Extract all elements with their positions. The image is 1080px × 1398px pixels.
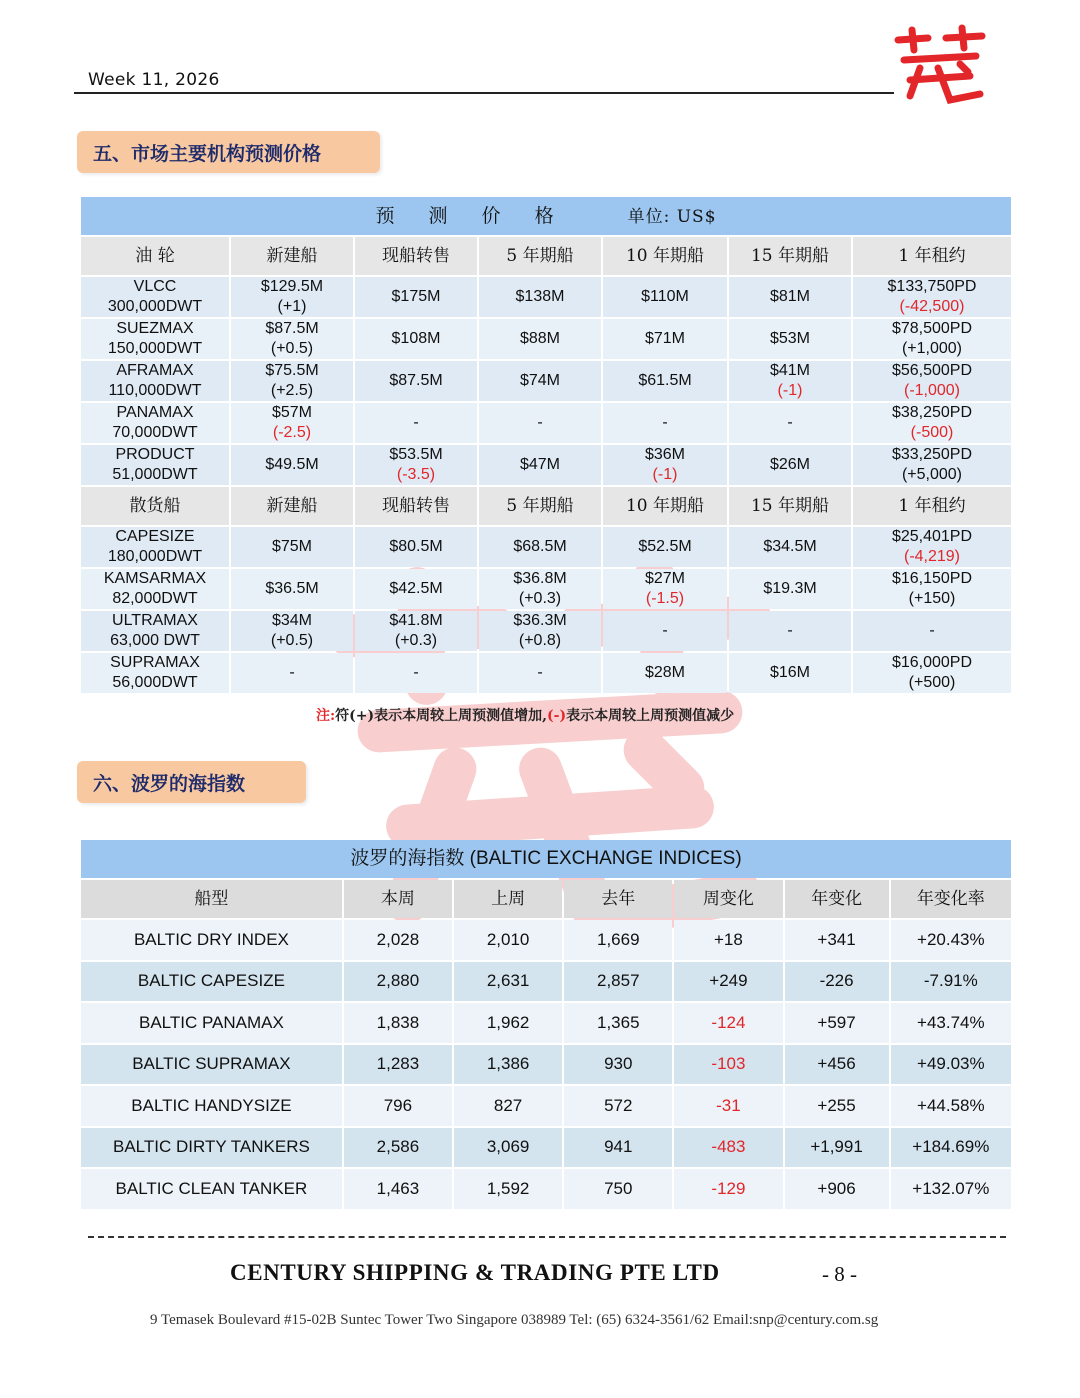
cell-line: (+500) [908, 674, 956, 691]
cell-line: $129.5M [260, 278, 324, 295]
cell-line: $41.8M [389, 612, 443, 629]
cell-line: PRODUCT [115, 446, 195, 463]
cell-line: $36.5M [265, 580, 319, 597]
table-cell: BALTIC SUPRAMAX [81, 1045, 342, 1085]
cell-line: (+0.5) [270, 632, 314, 649]
cell-line: 63,000 DWT [110, 632, 200, 649]
column-header: 10 年期船 [603, 487, 727, 525]
column-header: 上周 [454, 880, 562, 918]
table-cell: 2,857 [564, 962, 672, 1002]
cell-line: 180,000DWT [107, 548, 203, 565]
cell-line: (+0.3) [518, 590, 562, 607]
cell-line: PANAMAX [116, 404, 194, 421]
baltic-table [79, 838, 1013, 1211]
cell-line: (-42,500) [899, 298, 965, 315]
cell-line: (+0.3) [394, 632, 438, 649]
table-row [81, 445, 1011, 485]
table-cell: +456 [785, 1045, 889, 1085]
table-cell [603, 403, 727, 443]
table-cell: -226 [785, 962, 889, 1002]
cell-line: - [662, 414, 668, 431]
cell-line: $33,250PD [891, 446, 973, 463]
table-cell [853, 445, 1011, 485]
column-header: 年变化 [785, 880, 889, 918]
table-row [81, 962, 1011, 1002]
cell-line: $34M [271, 612, 313, 629]
table-cell: BALTIC CLEAN TANKER [81, 1169, 342, 1209]
header-rule [74, 92, 894, 94]
table-cell [729, 569, 851, 609]
cell-line: $87.5M [265, 320, 319, 337]
table-cell: 1,463 [344, 1169, 452, 1209]
table-cell: +249 [674, 962, 782, 1002]
table-row [81, 1086, 1011, 1126]
table-row [81, 1003, 1011, 1043]
cell-line: - [289, 664, 295, 681]
table-cell [81, 653, 229, 693]
table-cell [231, 445, 353, 485]
page-number: - 8 - [822, 1262, 857, 1286]
column-header: 船型 [81, 880, 342, 918]
footer-divider [88, 1236, 1006, 1238]
table-cell: BALTIC HANDYSIZE [81, 1086, 342, 1126]
table-cell: 1,365 [564, 1003, 672, 1043]
column-header: 去年 [564, 880, 672, 918]
table-cell [81, 403, 229, 443]
table-header-row [81, 237, 1011, 275]
table-cell [479, 277, 601, 317]
table-cell [603, 527, 727, 567]
cell-line: $110M [641, 288, 689, 305]
table-cell [81, 361, 229, 401]
table-cell [603, 319, 727, 359]
table-cell: 1,283 [344, 1045, 452, 1085]
table-cell [729, 653, 851, 693]
table-cell: +1,991 [785, 1128, 889, 1168]
table-cell: 2,010 [454, 920, 562, 960]
table-cell: 2,586 [344, 1128, 452, 1168]
week-label: Week 11, 2026 [88, 70, 220, 90]
table-cell [603, 653, 727, 693]
forecast-table [79, 195, 1013, 695]
column-header: 10 年期船 [603, 237, 727, 275]
note-minus-sign: (-) [547, 708, 567, 724]
forecast-table-body [81, 197, 1011, 693]
table-cell: 1,386 [454, 1045, 562, 1085]
table-cell: +597 [785, 1003, 889, 1043]
table-cell [81, 611, 229, 651]
table-cell [603, 361, 727, 401]
cell-line: $57M [271, 404, 313, 421]
column-header: 5 年期船 [479, 487, 601, 525]
cell-line: $26M [769, 456, 811, 473]
column-header: 现船转售 [355, 487, 477, 525]
cell-line: AFRAMAX [116, 362, 194, 379]
table-cell [231, 319, 353, 359]
table-cell [81, 277, 229, 317]
table-cell [729, 527, 851, 567]
cell-line: (+5,000) [901, 466, 963, 483]
table-cell [81, 569, 229, 609]
cell-line: $47M [519, 456, 561, 473]
column-header: 1 年租约 [853, 237, 1011, 275]
table-cell [355, 527, 477, 567]
table-cell [231, 611, 353, 651]
table-cell [479, 653, 601, 693]
table-cell [853, 611, 1011, 651]
column-header: 5 年期船 [479, 237, 601, 275]
table-cell: -129 [674, 1169, 782, 1209]
table-cell [729, 277, 851, 317]
cell-line: (-2.5) [272, 424, 312, 441]
cell-line: - [662, 622, 668, 639]
cell-line: $41M [769, 362, 811, 379]
cell-line: $42.5M [389, 580, 443, 597]
column-header: 新建船 [231, 237, 353, 275]
table-row [81, 569, 1011, 609]
company-address: 9 Temasek Boulevard #15-02B Suntec Tower Two Singapore 038989 Tel: (65) 6324-3561/62 Email:snp@century.com.sg [150, 1312, 879, 1328]
table-cell [853, 527, 1011, 567]
cell-line: (-500) [910, 424, 954, 441]
forecast-table-title [81, 197, 1011, 235]
table-cell [231, 361, 353, 401]
column-header: 油 轮 [81, 237, 229, 275]
table-cell [479, 527, 601, 567]
table-cell: BALTIC DIRTY TANKERS [81, 1128, 342, 1168]
cell-line: $36M [644, 446, 686, 463]
table-cell: +43.74% [891, 1003, 1011, 1043]
table-row [81, 319, 1011, 359]
cell-line: $16,000PD [891, 654, 973, 671]
cell-line: 70,000DWT [112, 424, 198, 441]
table-cell: BALTIC DRY INDEX [81, 920, 342, 960]
table-cell [355, 319, 477, 359]
table-cell: 2,880 [344, 962, 452, 1002]
cell-line: ULTRAMAX [112, 612, 198, 629]
cell-line: CAPESIZE [115, 528, 195, 545]
cell-line: (-1.5) [645, 590, 685, 607]
table-cell: 2,028 [344, 920, 452, 960]
column-header: 本周 [344, 880, 452, 918]
cell-line: (+150) [908, 590, 956, 607]
table-cell [603, 611, 727, 651]
cell-line: $28M [644, 664, 686, 681]
cell-line: KAMSARMAX [103, 570, 207, 587]
cell-line: (-1) [777, 382, 803, 399]
table-cell: -31 [674, 1086, 782, 1126]
cell-line: (+0.5) [270, 340, 314, 357]
table-cell [231, 569, 353, 609]
column-header: 现船转售 [355, 237, 477, 275]
cell-line: $75.5M [265, 362, 319, 379]
table-row [81, 653, 1011, 693]
table-cell: 1,669 [564, 920, 672, 960]
table-cell: -7.91% [891, 962, 1011, 1002]
cell-line: 300,000DWT [107, 298, 203, 315]
forecast-unit-text: 单位: US$ [627, 206, 717, 227]
table-cell: 1,838 [344, 1003, 452, 1043]
table-cell [853, 403, 1011, 443]
table-cell [355, 569, 477, 609]
table-row [81, 1045, 1011, 1085]
cell-line: $53M [769, 330, 811, 347]
table-cell: 1,962 [454, 1003, 562, 1043]
cell-line: 82,000DWT [112, 590, 198, 607]
table-cell: 1,592 [454, 1169, 562, 1209]
table-cell [853, 319, 1011, 359]
cell-line: $16M [769, 664, 811, 681]
table-cell: BALTIC PANAMAX [81, 1003, 342, 1043]
table-row [81, 920, 1011, 960]
cell-line: $56,500PD [891, 362, 973, 379]
century-logo-icon [890, 24, 990, 104]
table-cell [231, 403, 353, 443]
table-row [81, 403, 1011, 443]
company-name: CENTURY SHIPPING & TRADING PTE LTD [230, 1260, 720, 1285]
table-cell [729, 611, 851, 651]
table-cell [479, 569, 601, 609]
table-cell [479, 361, 601, 401]
forecast-title-text: 预 测 价 格 [375, 204, 568, 227]
table-cell [231, 527, 353, 567]
cell-line: $34.5M [763, 538, 817, 555]
table-row [81, 1169, 1011, 1209]
table-cell [729, 403, 851, 443]
table-cell [479, 319, 601, 359]
cell-line: $81M [769, 288, 811, 305]
table-cell [729, 361, 851, 401]
cell-line: $52.5M [638, 538, 692, 555]
cell-line: $61.5M [638, 372, 692, 389]
cell-line: - [929, 622, 935, 639]
cell-line: - [413, 664, 419, 681]
column-header: 年变化率 [891, 880, 1011, 918]
table-cell [479, 403, 601, 443]
table-cell [853, 277, 1011, 317]
table-cell [603, 445, 727, 485]
cell-line: SUPRAMAX [110, 654, 200, 671]
column-header: 周变化 [674, 880, 782, 918]
column-header: 15 年期船 [729, 487, 851, 525]
cell-line: SUEZMAX [116, 320, 194, 337]
cell-line: $88M [519, 330, 561, 347]
baltic-table-title: 波罗的海指数 (BALTIC EXCHANGE INDICES) [81, 840, 1011, 878]
cell-line: $133,750PD [887, 278, 977, 295]
table-cell: 3,069 [454, 1128, 562, 1168]
cell-line: (-3.5) [396, 466, 436, 483]
table-cell [853, 569, 1011, 609]
cell-line: $53.5M [389, 446, 443, 463]
cell-line: - [413, 414, 419, 431]
column-header: 散货船 [81, 487, 229, 525]
table-cell: +184.69% [891, 1128, 1011, 1168]
cell-line: 110,000DWT [108, 382, 202, 399]
table-cell [479, 611, 601, 651]
table-row [81, 611, 1011, 651]
section-title-forecast: 五、市场主要机构预测价格 [77, 131, 380, 173]
table-cell: 941 [564, 1128, 672, 1168]
cell-line: 51,000DWT [112, 466, 198, 483]
note-plus-text: 符(+)表示本周较上周预测值增加, [335, 708, 548, 724]
table-cell [853, 361, 1011, 401]
table-cell: 572 [564, 1086, 672, 1126]
cell-line: $78,500PD [891, 320, 973, 337]
cell-line: (+1) [277, 298, 307, 315]
cell-line: - [787, 622, 793, 639]
table-cell [479, 445, 601, 485]
cell-line: $38,250PD [891, 404, 973, 421]
cell-line: $19.3M [763, 580, 817, 597]
table-cell: BALTIC CAPESIZE [81, 962, 342, 1002]
baltic-table-body [81, 840, 1011, 1209]
cell-line: $74M [519, 372, 561, 389]
section-title-baltic: 六、波罗的海指数 [77, 761, 306, 803]
cell-line: $27M [644, 570, 686, 587]
table-cell: +44.58% [891, 1086, 1011, 1126]
cell-line: - [537, 414, 543, 431]
table-cell: +132.07% [891, 1169, 1011, 1209]
table-cell: 750 [564, 1169, 672, 1209]
table-cell: +906 [785, 1169, 889, 1209]
cell-line: (+1,000) [901, 340, 963, 357]
table-cell [355, 277, 477, 317]
table-cell [81, 527, 229, 567]
table-cell: -483 [674, 1128, 782, 1168]
table-row [81, 1128, 1011, 1168]
cell-line: - [537, 664, 543, 681]
table-cell: +255 [785, 1086, 889, 1126]
cell-line: (+0.8) [518, 632, 562, 649]
table-cell [603, 569, 727, 609]
table-cell [355, 403, 477, 443]
table-cell: +20.43% [891, 920, 1011, 960]
column-header: 1 年租约 [853, 487, 1011, 525]
table-row [81, 361, 1011, 401]
note-minus-text: 表示本周较上周预测值减少 [566, 708, 735, 724]
cell-line: 150,000DWT [107, 340, 203, 357]
table-header-row [81, 487, 1011, 525]
table-cell: 796 [344, 1086, 452, 1126]
cell-line: (-4,219) [903, 548, 961, 565]
cell-line: $75M [271, 538, 313, 555]
table-cell [603, 277, 727, 317]
table-cell: -124 [674, 1003, 782, 1043]
table-row [81, 527, 1011, 567]
table-cell: 930 [564, 1045, 672, 1085]
table-cell [853, 653, 1011, 693]
table-cell [355, 653, 477, 693]
forecast-note [316, 705, 734, 725]
table-cell: -103 [674, 1045, 782, 1085]
cell-line: $36.3M [513, 612, 567, 629]
table-cell [355, 611, 477, 651]
cell-line: VLCC [133, 278, 177, 295]
cell-line: $36.8M [513, 570, 567, 587]
table-cell [231, 653, 353, 693]
cell-line: $16,150PD [891, 570, 973, 587]
table-cell [81, 319, 229, 359]
cell-line: $138M [515, 288, 565, 305]
column-header: 新建船 [231, 487, 353, 525]
cell-line: (-1,000) [903, 382, 961, 399]
cell-line: - [787, 414, 793, 431]
table-cell: +341 [785, 920, 889, 960]
table-cell: +18 [674, 920, 782, 960]
cell-line: (-1) [652, 466, 678, 483]
cell-line: (+2.5) [270, 382, 314, 399]
column-header: 15 年期船 [729, 237, 851, 275]
table-header-row [81, 880, 1011, 918]
cell-line: 56,000DWT [112, 674, 198, 691]
cell-line: $175M [391, 288, 441, 305]
table-cell: +49.03% [891, 1045, 1011, 1085]
table-cell [355, 445, 477, 485]
note-prefix: 注: [316, 708, 336, 724]
cell-line: $87.5M [389, 372, 443, 389]
cell-line: $71M [644, 330, 686, 347]
table-cell: 827 [454, 1086, 562, 1126]
table-cell [729, 445, 851, 485]
table-cell [231, 277, 353, 317]
cell-line: $25,401PD [891, 528, 973, 545]
table-cell: 2,631 [454, 962, 562, 1002]
cell-line: $49.5M [265, 456, 319, 473]
cell-line: $80.5M [389, 538, 443, 555]
cell-line: $108M [391, 330, 441, 347]
cell-line: $68.5M [513, 538, 567, 555]
table-cell [729, 319, 851, 359]
table-cell [81, 445, 229, 485]
table-row [81, 277, 1011, 317]
table-cell [355, 361, 477, 401]
